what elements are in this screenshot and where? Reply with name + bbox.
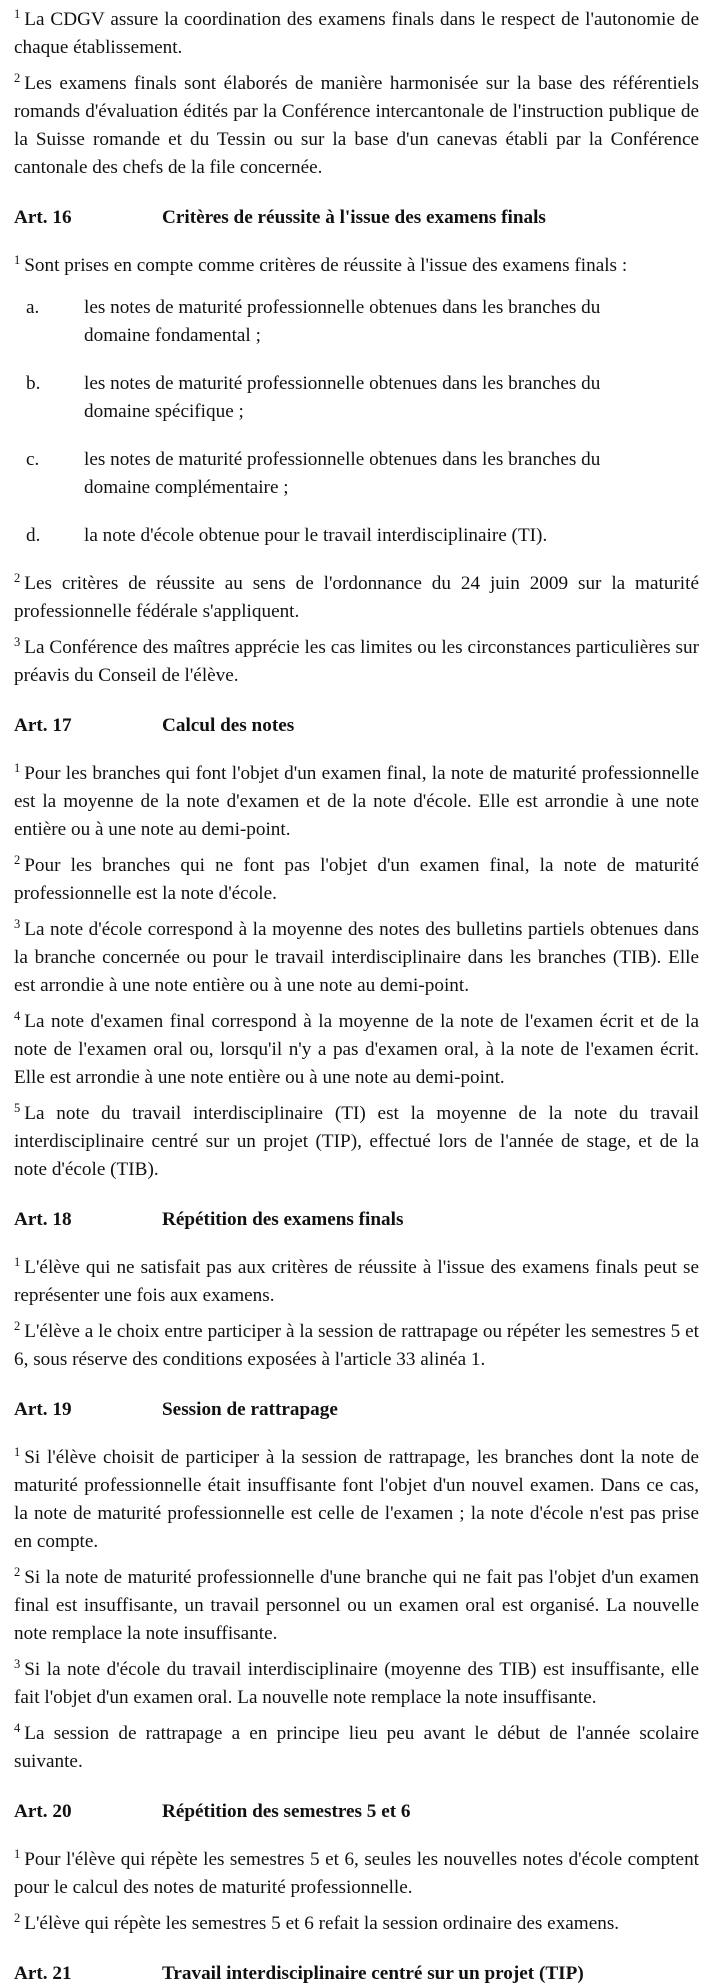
article-number: Art. 21 — [14, 1963, 72, 1984]
article-title: Calcul des notes — [162, 715, 295, 736]
list-text: les notes de maturité professionnelle obtenues dans les branches du domaine fondamental ; — [84, 297, 601, 346]
paragraph-text: La note d'école correspond à la moyenne des notes des bulletins partiels obtenues dans la branche concernée ou pour le travail interdisciplinaire dans les branches (TIB). Elle est arrondie à une note entière ou à une note au demi-point. — [14, 919, 699, 996]
article-number: Art. 16 — [14, 207, 72, 228]
paragraph-text: Pour les branches qui font l'objet d'un examen final, la note de maturité professionnelle est la moyenne de la note d'examen et de la note d'école. Elle est arrondie à une note entière ou à une note au demi-point. — [14, 763, 699, 840]
paragraph — [14, 570, 699, 626]
paragraph — [14, 1564, 699, 1648]
paragraph-text: Pour l'élève qui répète les semestres 5 et 6, seules les nouvelles notes d'école comptent pour le calcul des notes de maturité professionnelle. — [14, 1849, 699, 1898]
paragraph-number: 3 — [14, 1657, 21, 1671]
paragraph — [14, 916, 699, 1000]
criteria-list — [14, 294, 699, 550]
paragraph-number: 2 — [14, 1319, 21, 1333]
paragraph — [14, 1008, 699, 1092]
paragraph — [14, 1846, 699, 1902]
paragraph — [14, 252, 699, 280]
paragraph-number: 4 — [14, 1721, 21, 1735]
list-letter: a. — [26, 297, 40, 318]
article-number: Art. 19 — [14, 1399, 72, 1420]
paragraph-text: L'élève qui répète les semestres 5 et 6 refait la session ordinaire des examens. — [24, 1913, 620, 1934]
article-title: Travail interdisciplinaire centré sur un projet (TIP) — [162, 1963, 584, 1984]
paragraph-text: La Conférence des maîtres apprécie les cas limites ou les circonstances particulières sur préavis du Conseil de l'élève. — [14, 637, 699, 686]
list-item — [14, 294, 699, 350]
article-heading — [14, 1798, 699, 1826]
paragraph-text: Sont prises en compte comme critères de réussite à l'issue des examens finals : — [24, 255, 628, 276]
paragraph-number: 3 — [14, 635, 21, 649]
paragraph — [14, 634, 699, 690]
paragraph-number: 2 — [14, 71, 21, 85]
article-title: Critères de réussite à l'issue des examens finals — [162, 207, 546, 228]
paragraph-text: La note d'examen final correspond à la moyenne de la note de l'examen écrit et de la note de l'examen oral ou, lorsqu'il n'y a pas d'examen oral, à la note de l'examen écrit. Elle est arrondie à une note entière ou à une note au demi-point. — [14, 1011, 699, 1088]
paragraph — [14, 852, 699, 908]
paragraph-text: Pour les branches qui ne font pas l'objet d'un examen final, la note de maturité professionnelle est la note d'école. — [14, 855, 699, 904]
article-title: Répétition des semestres 5 et 6 — [162, 1801, 411, 1822]
list-letter: d. — [26, 525, 41, 546]
list-letter: c. — [26, 449, 40, 470]
paragraph-number: 1 — [14, 7, 21, 21]
paragraph — [14, 6, 699, 62]
list-item — [14, 370, 699, 426]
paragraph-text: La CDGV assure la coordination des examens finals dans le respect de l'autonomie de chaque établissement. — [14, 9, 699, 58]
paragraph — [14, 1318, 699, 1374]
paragraph-text: La session de rattrapage a en principe lieu peu avant le début de l'année scolaire suivante. — [14, 1723, 699, 1772]
article-title: Répétition des examens finals — [162, 1209, 404, 1230]
paragraph-number: 2 — [14, 571, 21, 585]
article-number: Art. 20 — [14, 1801, 72, 1822]
paragraph-number: 1 — [14, 1445, 21, 1459]
paragraph — [14, 1910, 699, 1938]
paragraph-text: Les critères de réussite au sens de l'ordonnance du 24 juin 2009 sur la maturité professionnelle fédérale s'appliquent. — [14, 573, 699, 622]
paragraph-number: 1 — [14, 761, 21, 775]
paragraph — [14, 1720, 699, 1776]
list-letter: b. — [26, 373, 41, 394]
article-number: Art. 17 — [14, 715, 72, 736]
paragraph-number: 3 — [14, 917, 21, 931]
article-heading — [14, 1960, 699, 1988]
paragraph — [14, 1100, 699, 1184]
article-number: Art. 18 — [14, 1209, 72, 1230]
paragraph — [14, 1444, 699, 1556]
paragraph-number: 4 — [14, 1009, 21, 1023]
list-text: la note d'école obtenue pour le travail interdisciplinaire (TI). — [84, 525, 548, 546]
paragraph-text: La note du travail interdisciplinaire (TI) est la moyenne de la note du travail interdisciplinaire centré sur un projet (TIP), effectué lors de l'année de stage, et de la note d'école (TIB). — [14, 1103, 699, 1180]
paragraph-text: Si la note d'école du travail interdisciplinaire (moyenne des TIB) est insuffisante, elle fait l'objet d'un examen oral. La nouvelle note remplace la note insuffisante. — [14, 1659, 699, 1708]
paragraph-number: 2 — [14, 853, 21, 867]
paragraph-number: 1 — [14, 1255, 21, 1269]
paragraph-number: 2 — [14, 1565, 21, 1579]
paragraph-text: L'élève qui ne satisfait pas aux critères de réussite à l'issue des examens finals peut se représenter une fois aux examens. — [14, 1257, 699, 1306]
paragraph-text: Les examens finals sont élaborés de manière harmonisée sur la base des référentiels romands d'évaluation édités par la Conférence intercantonale de l'instruction publique de la Suisse romande et du Tessin ou sur la base d'un canevas établi par la Conférence cantonale des chefs de la file concernée. — [14, 73, 699, 178]
list-item — [14, 522, 699, 550]
paragraph — [14, 760, 699, 844]
paragraph — [14, 1656, 699, 1712]
paragraph — [14, 70, 699, 182]
paragraph-number: 1 — [14, 253, 21, 267]
paragraph — [14, 1254, 699, 1310]
paragraph-text: L'élève a le choix entre participer à la session de rattrapage ou répéter les semestres 5 et 6, sous réserve des conditions exposées à l'article 33 alinéa 1. — [14, 1321, 699, 1370]
article-heading — [14, 204, 699, 232]
paragraph-number: 2 — [14, 1911, 21, 1925]
article-heading — [14, 1396, 699, 1424]
article-title: Session de rattrapage — [162, 1399, 338, 1420]
list-text: les notes de maturité professionnelle obtenues dans les branches du domaine spécifique ; — [84, 373, 601, 422]
paragraph-text: Si l'élève choisit de participer à la session de rattrapage, les branches dont la note de maturité professionnelle était insuffisante font l'objet d'un nouvel examen. Dans ce cas, la note de maturité professionnelle est celle de l'examen ; la note d'école n'est pas prise en compte. — [14, 1447, 699, 1552]
paragraph-number: 5 — [14, 1101, 21, 1115]
list-item — [14, 446, 699, 502]
paragraph-number: 1 — [14, 1847, 21, 1861]
article-heading — [14, 712, 699, 740]
paragraph-text: Si la note de maturité professionnelle d'une branche qui ne fait pas l'objet d'un examen final est insuffisante, un travail personnel ou un examen oral est organisé. La nouvelle note remplace la note insuffisante. — [14, 1567, 699, 1644]
article-heading — [14, 1206, 699, 1234]
list-text: les notes de maturité professionnelle obtenues dans les branches du domaine complémentaire ; — [84, 449, 601, 498]
